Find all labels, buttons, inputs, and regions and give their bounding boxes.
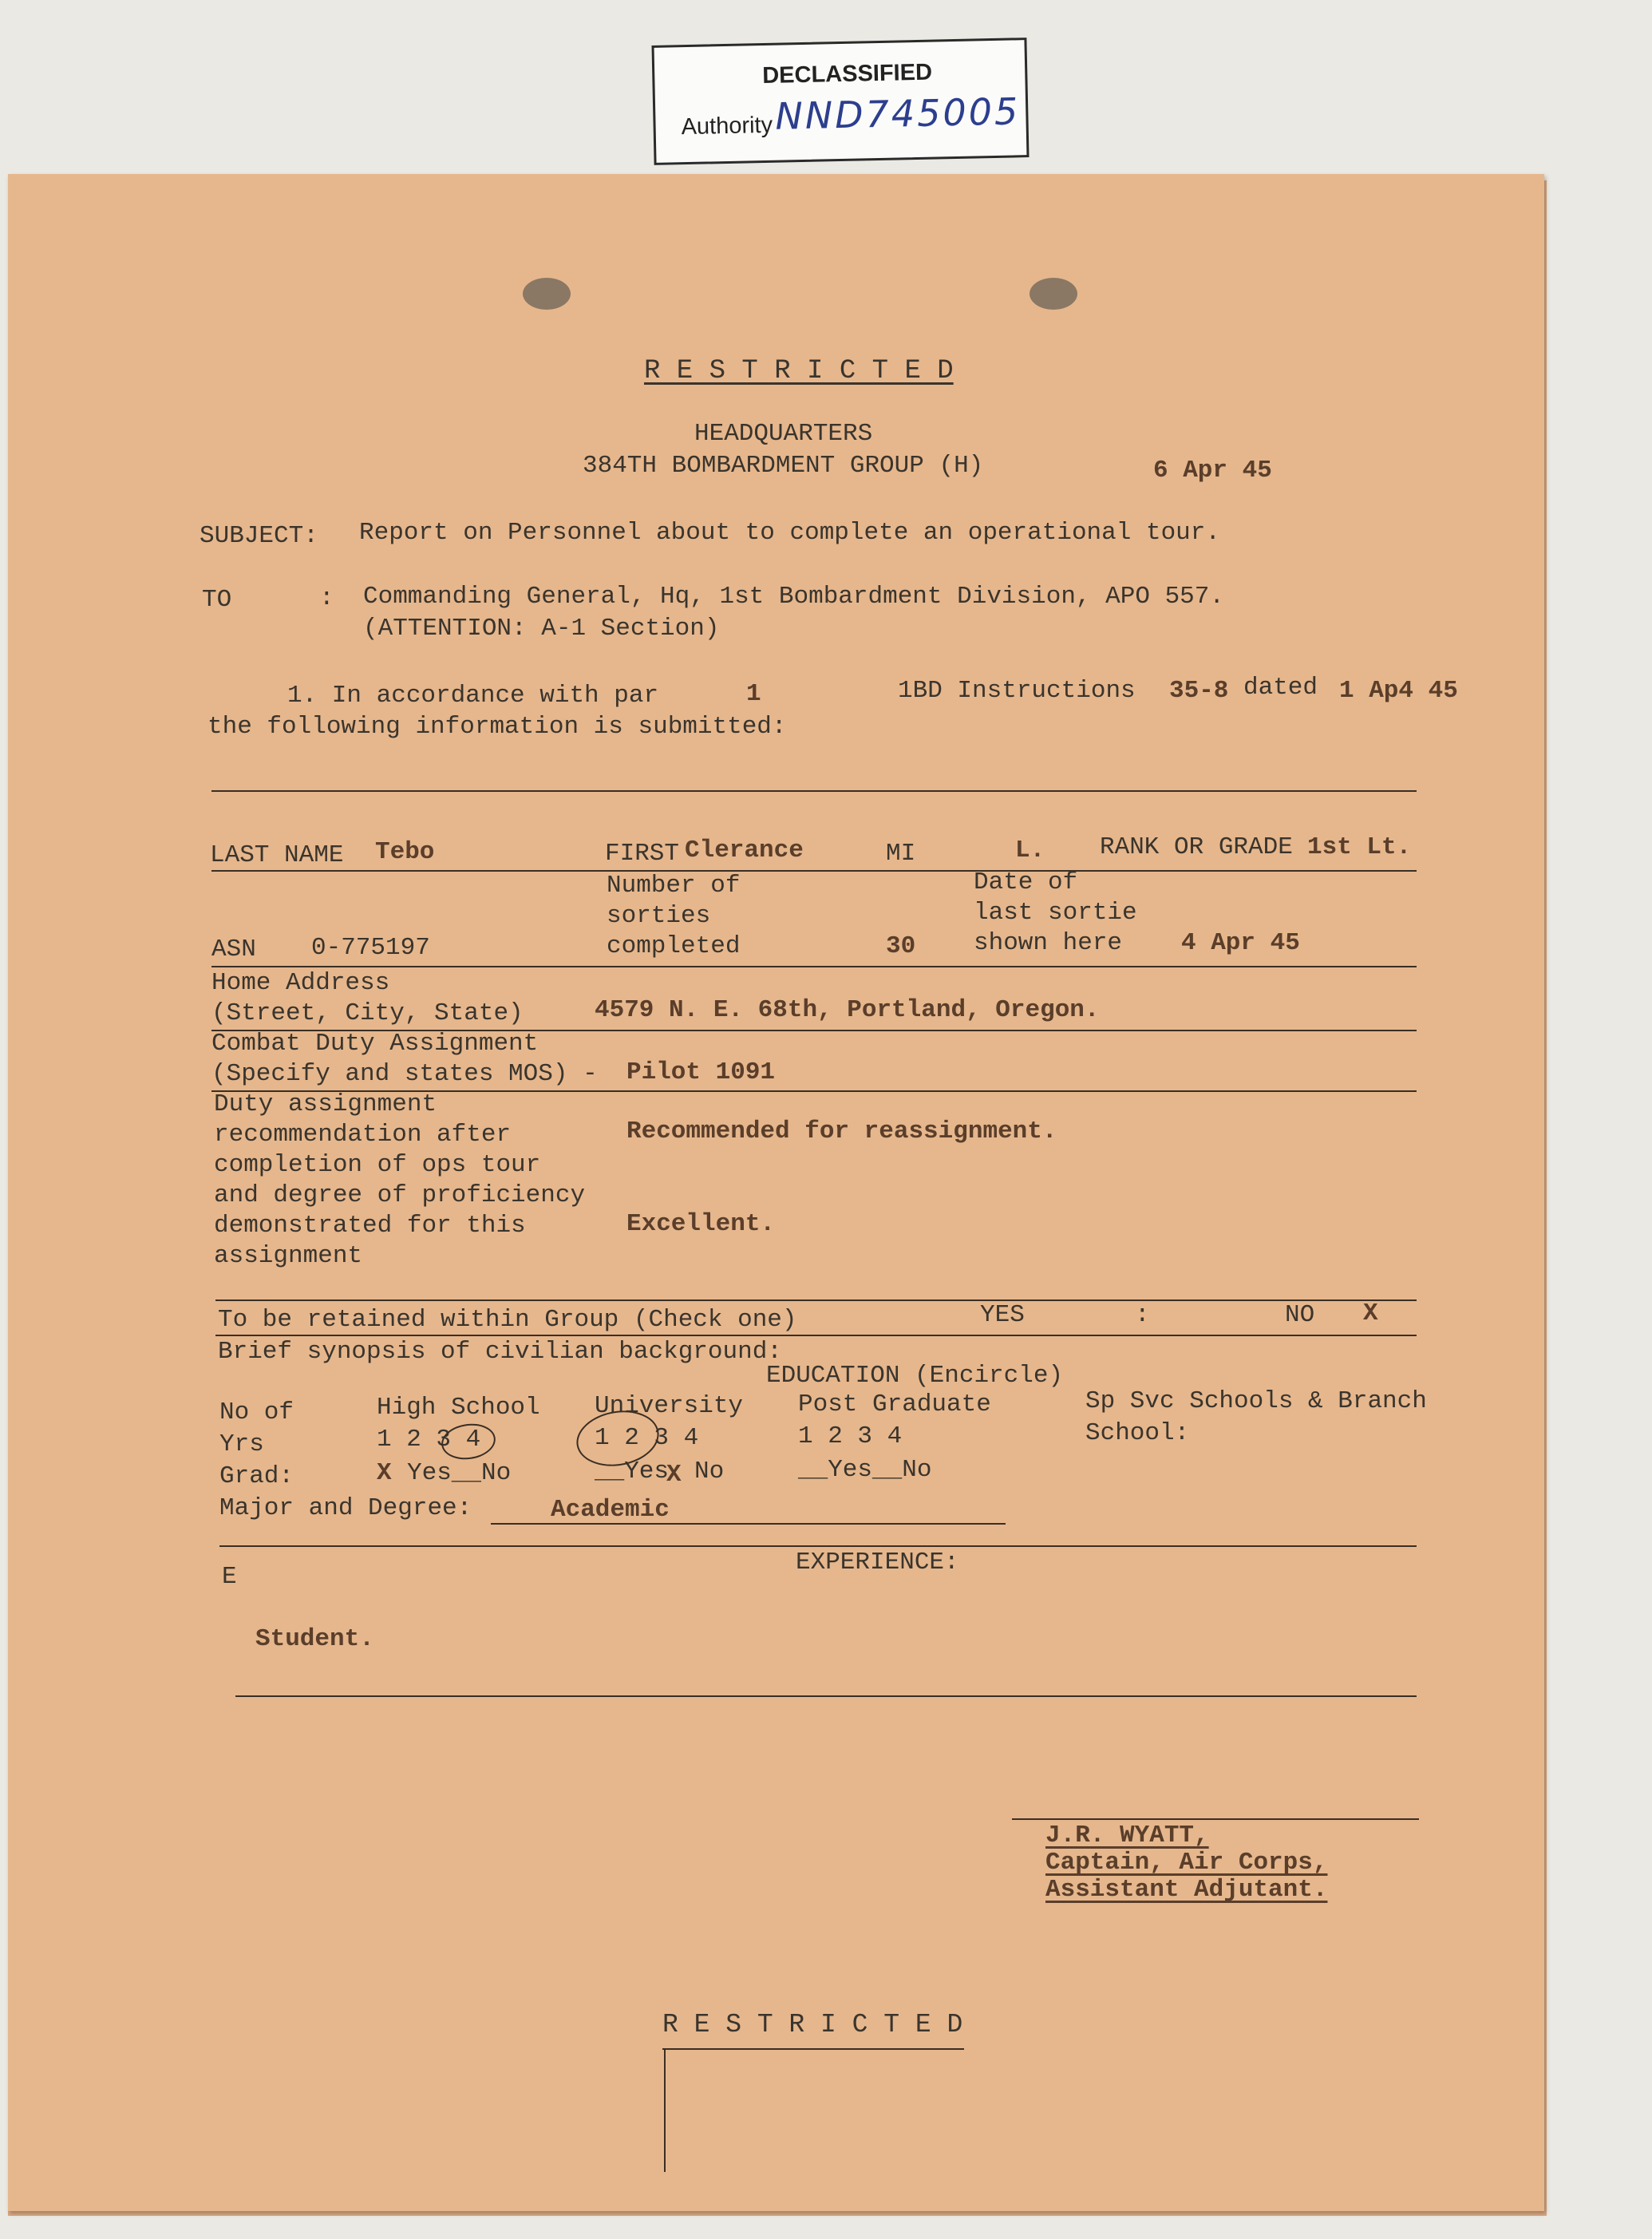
experience-value: Student. — [255, 1625, 374, 1653]
last-sortie-label-3: shown here — [974, 929, 1123, 957]
mi-value: L. — [1015, 837, 1045, 864]
synopsis-label: Brief synopsis of civilian background: — [218, 1338, 782, 1366]
sorties-label-3: completed — [607, 932, 741, 960]
no-of-label: No of — [219, 1398, 294, 1426]
education-label: EDUCATION (Encircle) — [766, 1362, 1064, 1390]
grad-label: Grad: — [219, 1462, 294, 1490]
classification-top: R E S T R I C T E D — [644, 356, 954, 386]
high-school-label: High School — [377, 1394, 540, 1422]
footer-rule — [662, 2048, 964, 2050]
retained-no-mark: X — [1363, 1299, 1378, 1327]
subject-label: SUBJECT: — [200, 522, 318, 550]
combat-label-2: (Specify and states MOS) - — [211, 1060, 598, 1088]
sp-svc-label-2: School: — [1085, 1419, 1190, 1447]
proficiency-value: Excellent. — [626, 1210, 776, 1238]
combat-label-1: Combat Duty Assignment — [211, 1030, 539, 1058]
home-label-1: Home Address — [211, 969, 390, 997]
last-name-label: LAST NAME — [210, 841, 344, 869]
para1-prefix: 1. In accordance with par — [287, 682, 659, 710]
para1-dated-label: dated — [1243, 674, 1318, 702]
to-label: TO — [202, 586, 232, 614]
duty-label-5: demonstrated for this — [214, 1212, 526, 1240]
para1-par-number: 1 — [746, 680, 761, 708]
experience-label: EXPERIENCE: — [796, 1549, 959, 1576]
duty-label-1: Duty assignment — [214, 1090, 437, 1118]
home-address-value: 4579 N. E. 68th, Portland, Oregon. — [595, 996, 1100, 1024]
high-school-grad-mark: X — [377, 1459, 392, 1487]
punch-hole-left — [523, 278, 571, 310]
major-label: Major and Degree: — [219, 1494, 472, 1522]
to-line-1: Commanding General, Hq, 1st Bombardment Division, APO 557. — [363, 583, 1224, 611]
classification-bottom: R E S T R I C T E D — [662, 2010, 963, 2039]
para1-dated: 1 Ap4 45 — [1339, 677, 1458, 705]
university-label: University — [595, 1392, 744, 1420]
first-name-value: Clerance — [685, 837, 804, 864]
university-grad-pre: __Yes — [595, 1458, 670, 1485]
stamp-authority-code: NND745005 — [774, 89, 1021, 138]
e-label: E — [222, 1563, 237, 1591]
asn-value: 0-775197 — [311, 934, 430, 962]
sorties-value: 30 — [886, 932, 916, 960]
document-date: 6 Apr 45 — [1153, 457, 1272, 485]
form-rule-duty — [215, 1299, 1417, 1301]
hq-heading: HEADQUARTERS — [694, 420, 873, 448]
post-grad-grad: __Yes__No — [798, 1456, 932, 1484]
duty-label-6: assignment — [214, 1242, 363, 1270]
duty-label-2: recommendation after — [214, 1121, 512, 1149]
university-grad-post: No — [694, 1458, 725, 1485]
stamp-authority-label: Authority — [681, 112, 773, 140]
major-value: Academic — [551, 1496, 670, 1524]
signature-position: Assistant Adjutant. — [1045, 1876, 1328, 1904]
yrs-label: Yrs — [219, 1430, 264, 1458]
high-school-grad: Yes__No — [407, 1459, 512, 1487]
para1-instructions: 1BD Instructions — [898, 677, 1136, 705]
duty-label-4: and degree of proficiency — [214, 1181, 586, 1209]
form-rule-major — [219, 1545, 1417, 1547]
punch-hole-right — [1030, 278, 1077, 310]
para1-instruction-number: 35-8 — [1169, 677, 1229, 705]
form-rule-experience — [235, 1695, 1417, 1697]
first-name-label: FIRST — [605, 840, 680, 868]
retained-label: To be retained within Group (Check one) — [218, 1306, 797, 1334]
stamp-title: DECLASSIFIED — [761, 59, 933, 89]
home-label-2: (Street, City, State) — [211, 999, 524, 1027]
para1-line-2: the following information is submitted: — [207, 713, 787, 741]
post-grad-years: 1 2 3 4 — [798, 1422, 903, 1450]
subject-text: Report on Personnel about to complete an operational tour. — [359, 519, 1220, 547]
retained-yes-label: YES — [980, 1301, 1025, 1329]
form-rule-retained — [215, 1335, 1417, 1336]
retained-no-label: NO — [1285, 1301, 1315, 1329]
last-sortie-value: 4 Apr 45 — [1181, 929, 1300, 957]
declassified-stamp — [651, 38, 1029, 165]
university-grad-mark: X — [666, 1461, 682, 1489]
signature-title: Captain, Air Corps, — [1045, 1849, 1328, 1877]
sorties-label-2: sorties — [607, 902, 711, 930]
sorties-label-1: Number of — [607, 872, 741, 900]
retained-colon: : — [1135, 1301, 1150, 1329]
last-name-value: Tebo — [375, 838, 435, 866]
document-page — [8, 174, 1544, 2211]
rank-value: 1st Lt. — [1307, 833, 1412, 861]
last-sortie-label-2: last sortie — [974, 899, 1137, 927]
form-rule-asn — [211, 966, 1417, 967]
duty-recommendation-value: Recommended for reassignment. — [626, 1118, 1057, 1145]
last-sortie-label-1: Date of — [974, 868, 1078, 896]
to-line-2: (ATTENTION: A-1 Section) — [363, 615, 720, 643]
form-rule-top — [211, 790, 1417, 792]
signature-name: J.R. WYATT, — [1045, 1822, 1209, 1849]
duty-label-3: completion of ops tour — [214, 1151, 541, 1179]
post-grad-label: Post Graduate — [798, 1390, 991, 1418]
to-colon: : — [319, 584, 334, 612]
footer-vertical-rule — [664, 2048, 666, 2172]
high-school-years: 1 2 3 4 — [377, 1426, 481, 1454]
asn-label: ASN — [211, 936, 256, 963]
form-rule-name — [211, 870, 1417, 872]
rank-label: RANK OR GRADE — [1100, 833, 1293, 861]
university-years: 1 2 3 4 — [595, 1424, 699, 1452]
unit-heading: 384TH BOMBARDMENT GROUP (H) — [583, 452, 984, 480]
sp-svc-label-1: Sp Svc Schools & Branch — [1085, 1387, 1427, 1415]
signature-line — [1012, 1818, 1419, 1820]
mi-label: MI — [886, 840, 916, 868]
combat-duty-value: Pilot 1091 — [626, 1058, 776, 1086]
